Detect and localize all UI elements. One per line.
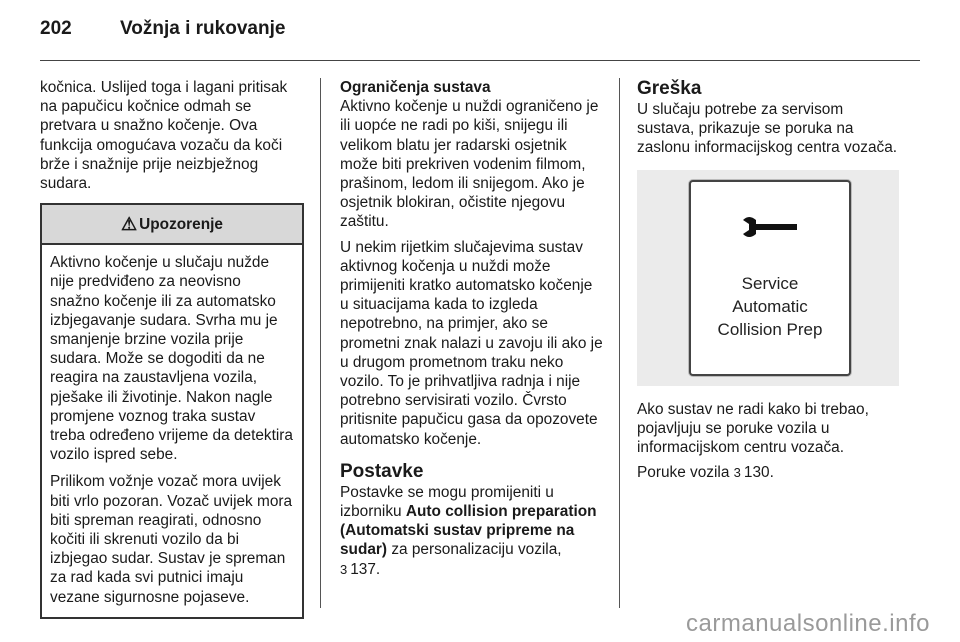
warning-title: Upozorenje <box>139 215 223 233</box>
messages-paragraph <box>637 463 901 482</box>
column-middle <box>340 78 604 585</box>
settings-title: Postavke <box>340 460 424 482</box>
page-header <box>40 18 285 48</box>
page-ref-arrow-icon: 3 <box>733 465 741 481</box>
intro-paragraph: kočnica. Uslijed toga i lagani pritisak na papučicu kočnice odmah se pretvara u snažno kočenje. Ova funkcija omogućava vozaču da koči brže i snažnije prije neizbježnog sudara. <box>40 79 288 193</box>
page-reference-link[interactable]: 137. <box>350 560 381 578</box>
limits-paragraph: Aktivno kočenje u nuždi ograničeno je ili uopće ne radi po kiši, snijegu ili velikom blatu jer radarski osjetnik može biti prekriven vodenim filmom, prašinom, ledom ili snijegom. Ako je osjetnik blokiran, očistite njegovu zaštitu. <box>340 98 599 231</box>
column-left <box>40 78 304 619</box>
display-illustration <box>637 170 899 386</box>
display-line: Collision Prep <box>717 319 823 339</box>
warning-triangle-icon: ⚠ <box>121 213 138 234</box>
settings-menu-name: Auto collision preparation (Automatski sustav pripreme na sudar) <box>340 503 597 559</box>
display-line: Service <box>741 273 799 293</box>
settings-text: Postavke se mogu promijeniti u izborniku <box>340 483 554 521</box>
watermark: carmanualsonline.info <box>686 610 930 637</box>
column-divider-2 <box>619 78 620 608</box>
warning-paragraph: Aktivno kočenje u slučaju nužde nije predviđeno za neovisno snažno kočenje ili za automatsko izbjegavanje sudara. Svrha mu je smanjenje brzine vozila prije sudara. Može se dogoditi da ne reagira na zaustavljena vozila, pješake ili životinje. Nakon nagle promjene voznog traka sustav treba određeno vrijeme da detektira vozilo ispred sebe. <box>50 254 293 464</box>
limits-paragraph: U nekim rijetkim slučajevima sustav aktivnog kočenja u nuždi može primijeniti kratko automatsko kočenje u situacijama kada to izgleda nepotrebno, na primjer, ako se prometni znak nalazi u zavoju ili ako je u drugom prometnom traku neko vozilo. To je prihvatljiva radnja i nije potrebno servisirati vozilo. Čvrsto pritisnite papučicu gasa da opozovete automatsko kočenje. <box>340 238 603 448</box>
driver-info-display <box>689 180 851 376</box>
after-paragraph: Ako sustav ne radi kako bi trebao, pojavljuju se poruke vozila u informacijskom centru vozača. <box>637 400 869 457</box>
wrench-icon <box>741 216 799 238</box>
header-divider <box>40 60 920 61</box>
display-line: Automatic <box>732 296 808 316</box>
settings-paragraph <box>340 483 604 579</box>
warning-header <box>42 205 302 245</box>
limits-heading: Ograničenja sustava <box>340 79 491 96</box>
warning-box <box>40 203 304 619</box>
error-title: Greška <box>637 78 702 99</box>
warning-body <box>42 245 302 617</box>
messages-label: Poruke vozila <box>637 464 730 482</box>
page-number: 202 <box>40 18 72 39</box>
settings-text: za personalizaciju vozila, <box>391 541 562 559</box>
column-right <box>637 78 901 488</box>
page-ref-arrow-icon: 3 <box>340 561 348 577</box>
display-message <box>691 272 849 341</box>
page-reference-link[interactable]: 130. <box>743 464 774 482</box>
chapter-title: Vožnja i rukovanje <box>120 18 286 39</box>
error-paragraph: U slučaju potrebe za servisom sustava, prikazuje se poruka na zaslonu informacijskog centra vozača. <box>637 101 898 157</box>
warning-paragraph: Prilikom vožnje vozač mora uvijek biti vrlo pozoran. Vozač uvijek mora biti spreman reagirati, odnosno kočiti ili skrenuti vozilo da bi izbjegao sudar. Sustav je spreman za rad kada svi putnici imaju vezane sigurnosne pojaseve. <box>50 473 293 606</box>
column-divider-1 <box>320 78 321 608</box>
